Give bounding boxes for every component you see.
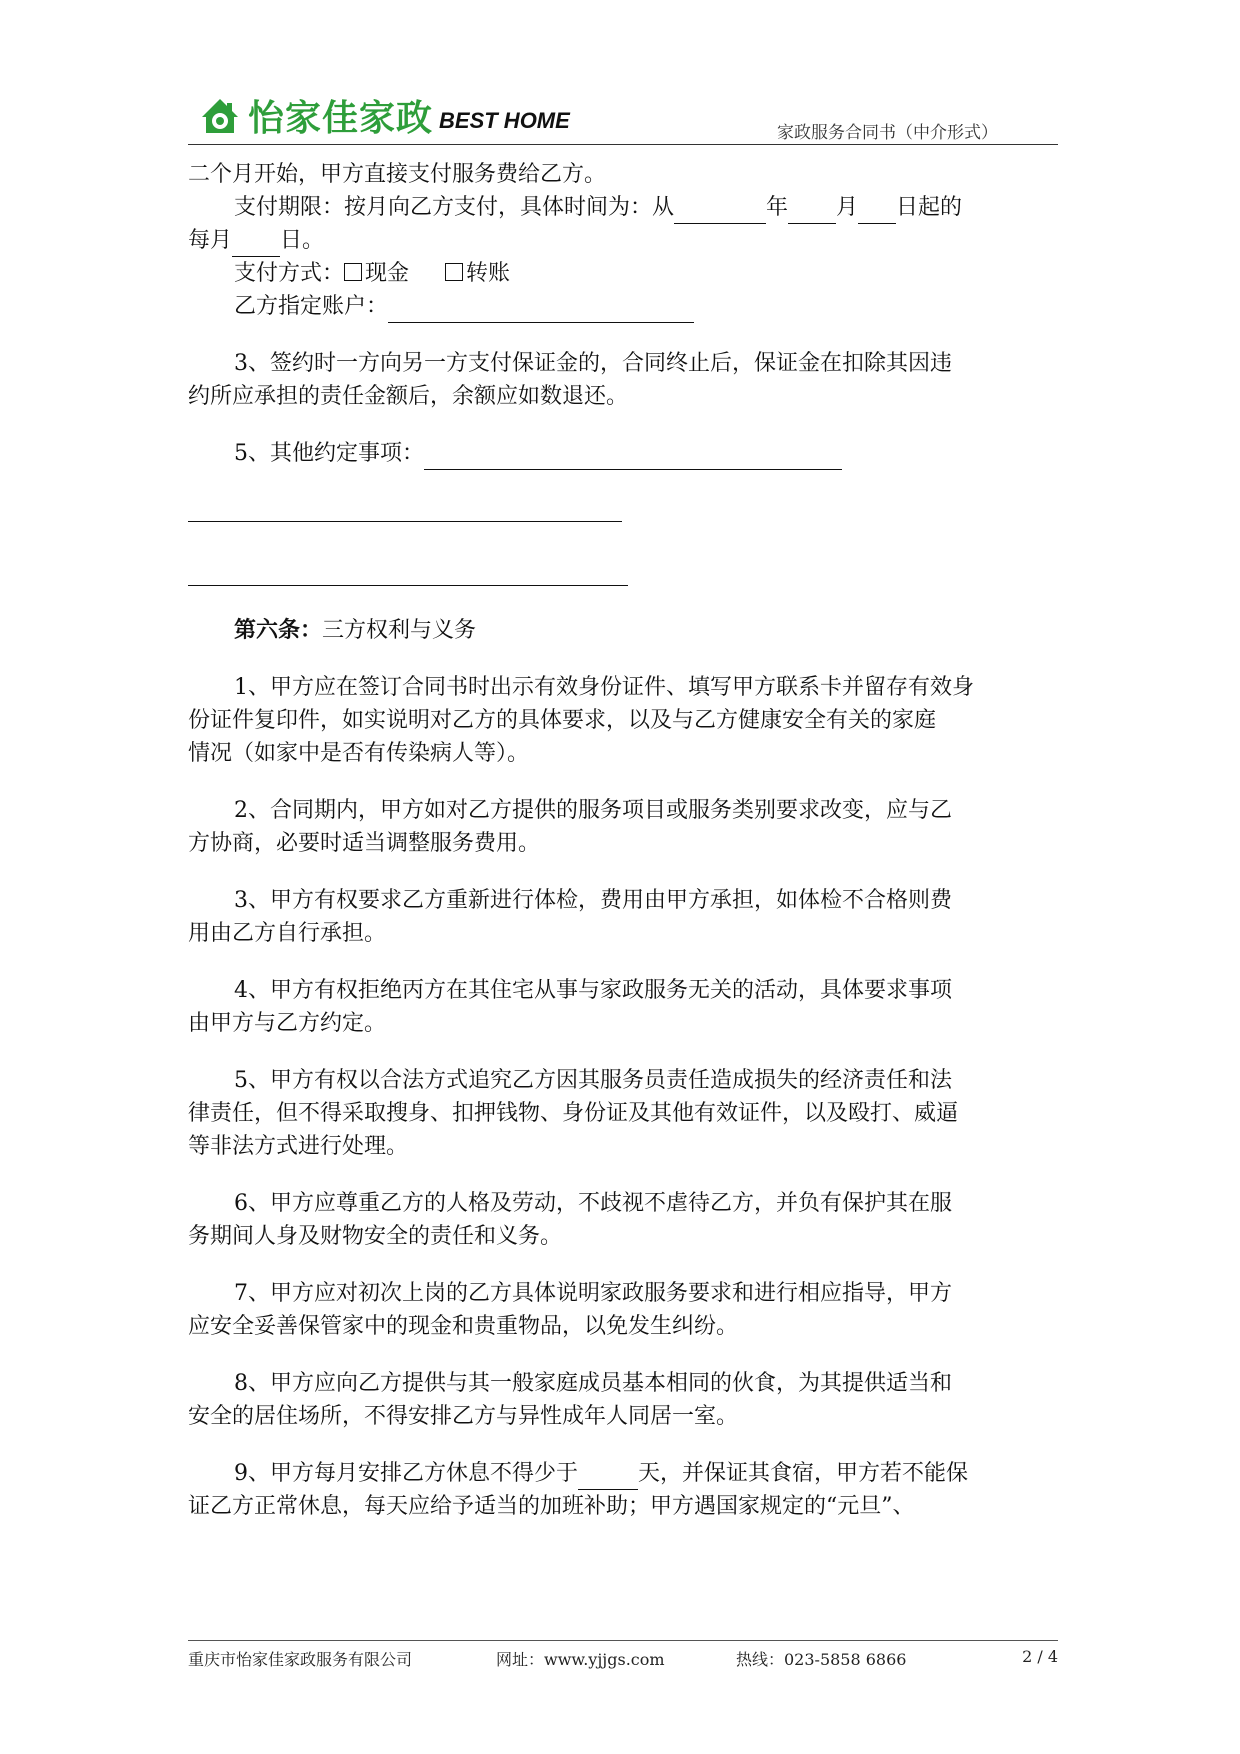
text: 律责任，但不得采取搜身、扣押钱物、身份证及其他有效证件，以及殴打、威逼 [188,1101,959,1126]
clause-9-cont [188,1490,1058,1523]
house-logo-icon [198,95,242,137]
text: 约所应承担的责任金额后，余额应如数退还。 [188,384,629,409]
text: 日。 [280,228,325,253]
account-blank[interactable] [388,296,694,323]
footer-hotline: 热线：023-5858 6866 [736,1650,907,1669]
clause-4 [188,974,1058,1007]
footer-website: 网址：www.yjjgs.com [496,1650,665,1669]
clause-2-cont [188,827,1058,860]
account-line [188,290,1058,323]
text: 2、合同期内，甲方如对乙方提供的服务项目或服务类别要求改变，应与乙 [234,798,952,823]
month-blank[interactable] [788,197,836,224]
cash-checkbox[interactable] [344,263,362,281]
text: 3、甲方有权要求乙方重新进行体检，费用由甲方承担，如体检不合格则费 [234,888,952,913]
text: 现金 [365,261,410,286]
text: 5、其他约定事项： [234,441,424,466]
text: 务期间人身及财物安全的责任和义务。 [188,1224,563,1249]
article-6-heading [188,614,1058,647]
clause-1-cont [188,704,1058,737]
transfer-checkbox[interactable] [445,263,463,281]
logo-english-name: BEST HOME [439,107,570,133]
other-terms-line [188,437,1058,470]
text: 由甲方与乙方约定。 [188,1011,387,1036]
text: 安全的居住场所，不得安排乙方与异性成年人同居一室。 [188,1404,739,1429]
logo-chinese-name: 怡家佳家政 [248,98,434,139]
text: 6、甲方应尊重乙方的人格及劳动，不歧视不虐待乙方，并负有保护其在服 [234,1191,952,1216]
footer-company: 重庆市怡家佳家政服务有限公司 [188,1650,413,1669]
text: 1、甲方应在签订合同书时出示有效身份证件、填写甲方联系卡并留存有效身 [234,675,974,700]
clause-1 [188,671,1058,704]
payment-period-line-2 [188,224,1058,257]
page-header [188,88,1058,145]
clause-1-cont [188,737,1058,770]
text: 8、甲方应向乙方提供与其一般家庭成员基本相同的伙食，为其提供适当和 [234,1371,952,1396]
year-blank[interactable] [674,197,766,224]
payment-period-line [188,191,1058,224]
other-terms-blank[interactable] [424,443,842,470]
clause-5 [188,1064,1058,1097]
text: 3、签约时一方向另一方支付保证金的，合同终止后，保证金在扣除其因违 [234,351,952,376]
clause-4-cont [188,1007,1058,1040]
text: 支付方式： [234,261,345,286]
paragraph [188,347,1058,380]
text: 天，并保证其食宿，甲方若不能保 [638,1461,969,1486]
rest-days-blank[interactable] [578,1463,638,1490]
page-number: 2 / 4 [1022,1647,1058,1666]
text: 乙方指定账户： [234,294,389,319]
text: 支付期限：按月向乙方支付，具体时间为：从 [234,195,675,220]
text: 情况（如家中是否有传染病人等）。 [188,741,530,766]
paragraph [188,380,1058,413]
text: 7、甲方应对初次上岗的乙方具体说明家政服务要求和进行相应指导，甲方 [234,1281,952,1306]
clause-7-cont [188,1310,1058,1343]
clause-7 [188,1277,1058,1310]
page-footer [188,1640,1058,1671]
document-type: 家政服务合同书（中介形式） [777,123,998,143]
text: 9、甲方每月安排乙方休息不得少于 [234,1461,578,1486]
article-label: 第六条： [234,617,323,643]
text: 4、甲方有权拒绝丙方在其住宅从事与家政服务无关的活动，具体要求事项 [234,978,952,1003]
day-blank[interactable] [858,197,896,224]
company-logo [198,90,570,141]
text: 证乙方正常休息，每天应给予适当的加班补助；甲方遇国家规定的“元旦”、 [188,1494,915,1519]
text: 等非法方式进行处理。 [188,1134,409,1159]
text: 每月 [188,228,233,253]
text: 5、甲方有权以合法方式追究乙方因其服务员责任造成损失的经济责任和法 [234,1068,952,1093]
clause-3 [188,884,1058,917]
clause-6 [188,1187,1058,1220]
text: 日起的 [896,195,963,220]
text: 份证件复印件，如实说明对乙方的具体要求，以及与乙方健康安全有关的家庭 [188,708,937,733]
clause-8 [188,1367,1058,1400]
monthly-day-blank[interactable] [232,230,280,257]
clause-3-cont [188,917,1058,950]
text: 用由乙方自行承担。 [188,921,387,946]
text: 月 [836,195,859,220]
text: 二个月开始，甲方直接支付服务费给乙方。 [188,162,607,187]
clause-5-cont [188,1130,1058,1163]
text: 年 [766,195,789,220]
text: 转账 [466,261,511,286]
clause-2 [188,794,1058,827]
clause-6-cont [188,1220,1058,1253]
document-body [188,158,1058,1523]
paragraph [188,158,1058,191]
clause-5-cont [188,1097,1058,1130]
text: 方协商，必要时适当调整服务费用。 [188,831,541,856]
clause-9 [188,1457,1058,1490]
text: 应安全妥善保管家中的现金和贵重物品，以免发生纠纷。 [188,1314,739,1339]
clause-8-cont [188,1400,1058,1433]
article-subject: 三方权利与义务 [322,618,477,643]
payment-method-line [188,257,1058,290]
